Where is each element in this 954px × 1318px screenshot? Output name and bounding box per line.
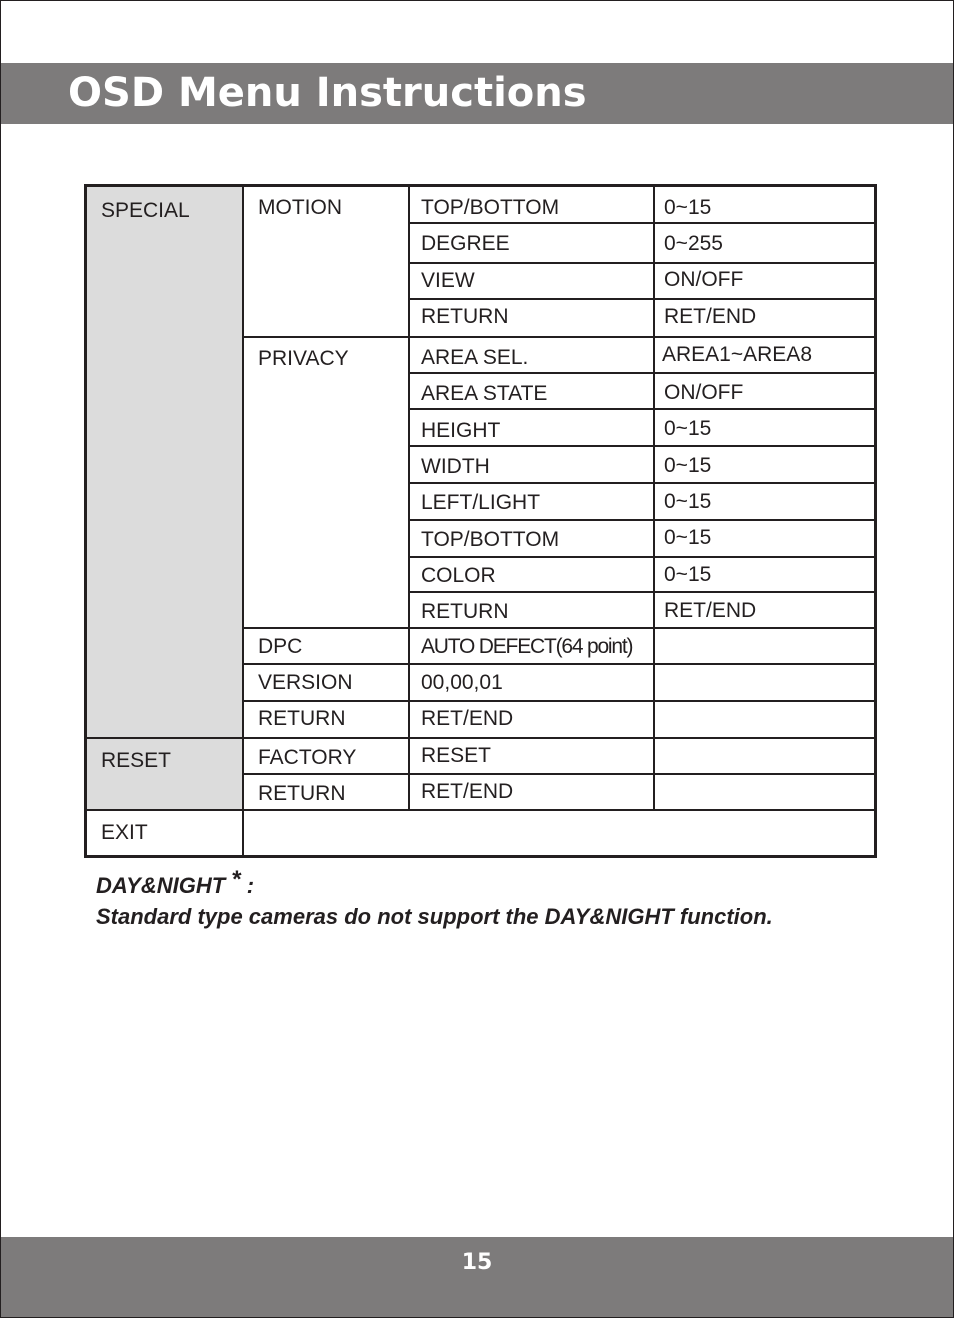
menu-reset: RESET (101, 749, 172, 772)
submenu-dpc: DPC (258, 635, 303, 658)
motion-item: DEGREE (421, 232, 510, 255)
privacy-item: WIDTH (421, 455, 490, 478)
page-number: 15 (461, 1250, 493, 1275)
return-value: RET/END (421, 707, 514, 730)
motion-item: TOP/BOTTOM (421, 196, 560, 219)
privacy-item: TOP/BOTTOM (421, 528, 560, 551)
row-divider (408, 445, 876, 447)
row-divider (242, 700, 876, 702)
page-title: OSD Menu Instructions (68, 70, 587, 116)
submenu-version: VERSION (258, 671, 353, 694)
row-divider (242, 663, 876, 665)
version-value: 00,00,01 (421, 671, 503, 694)
motion-item: RETURN (421, 305, 509, 328)
row-divider (408, 262, 876, 264)
privacy-item: AREA SEL. (421, 346, 529, 369)
table-border-top (84, 184, 877, 187)
privacy-value: RET/END (664, 599, 757, 622)
table-border-bottom (84, 855, 877, 858)
menu-special: SPECIAL (101, 199, 190, 222)
row-divider (242, 773, 876, 775)
privacy-value: ON/OFF (664, 381, 744, 404)
col-divider-3 (653, 184, 655, 811)
row-divider (242, 336, 876, 338)
privacy-value: 0~15 (664, 417, 712, 440)
privacy-value: 0~15 (664, 454, 712, 477)
motion-value: ON/OFF (664, 268, 744, 291)
row-divider (84, 737, 876, 739)
footnote-colon: : (240, 873, 255, 898)
privacy-item: LEFT/LIGHT (421, 491, 541, 514)
submenu-return: RETURN (258, 707, 346, 730)
motion-item: VIEW (421, 269, 475, 292)
table-border-right (874, 184, 877, 858)
motion-value: 0~15 (664, 196, 712, 219)
privacy-item: HEIGHT (421, 419, 501, 442)
row-divider (84, 809, 876, 811)
privacy-item: RETURN (421, 600, 509, 623)
footnote-label (96, 866, 255, 900)
footnote-text: Standard type cameras do not support the DAY&NIGHT function. (96, 904, 773, 929)
dpc-value: AUTO DEFECT(64 point) (421, 635, 633, 658)
privacy-value: AREA1~AREA8 (662, 343, 812, 366)
menu-exit: EXIT (101, 821, 148, 844)
row-divider (408, 519, 876, 521)
row-divider (408, 591, 876, 593)
privacy-item: COLOR (421, 564, 496, 587)
submenu-factory: FACTORY (258, 746, 357, 769)
row-divider (408, 556, 876, 558)
return-value: RET/END (421, 780, 514, 803)
row-divider (408, 298, 876, 300)
special-column-shading (86, 187, 243, 809)
privacy-value: 0~15 (664, 490, 712, 513)
footnote-asterisk: * (231, 866, 241, 893)
col-divider-1 (242, 184, 244, 858)
motion-value: RET/END (664, 305, 757, 328)
row-divider (408, 372, 876, 374)
col-divider-2 (408, 184, 410, 811)
row-divider (408, 482, 876, 484)
privacy-value: 0~15 (664, 526, 712, 549)
row-divider (242, 627, 876, 629)
row-divider (408, 222, 876, 224)
submenu-privacy: PRIVACY (258, 347, 349, 370)
factory-value: RESET (421, 744, 492, 767)
privacy-item: AREA STATE (421, 382, 548, 405)
motion-value: 0~255 (664, 232, 723, 255)
row-divider (408, 408, 876, 410)
submenu-return: RETURN (258, 782, 346, 805)
privacy-value: 0~15 (664, 563, 712, 586)
submenu-motion: MOTION (258, 196, 342, 219)
footnote-term: DAY&NIGHT (96, 873, 226, 898)
table-border-left (84, 184, 87, 858)
